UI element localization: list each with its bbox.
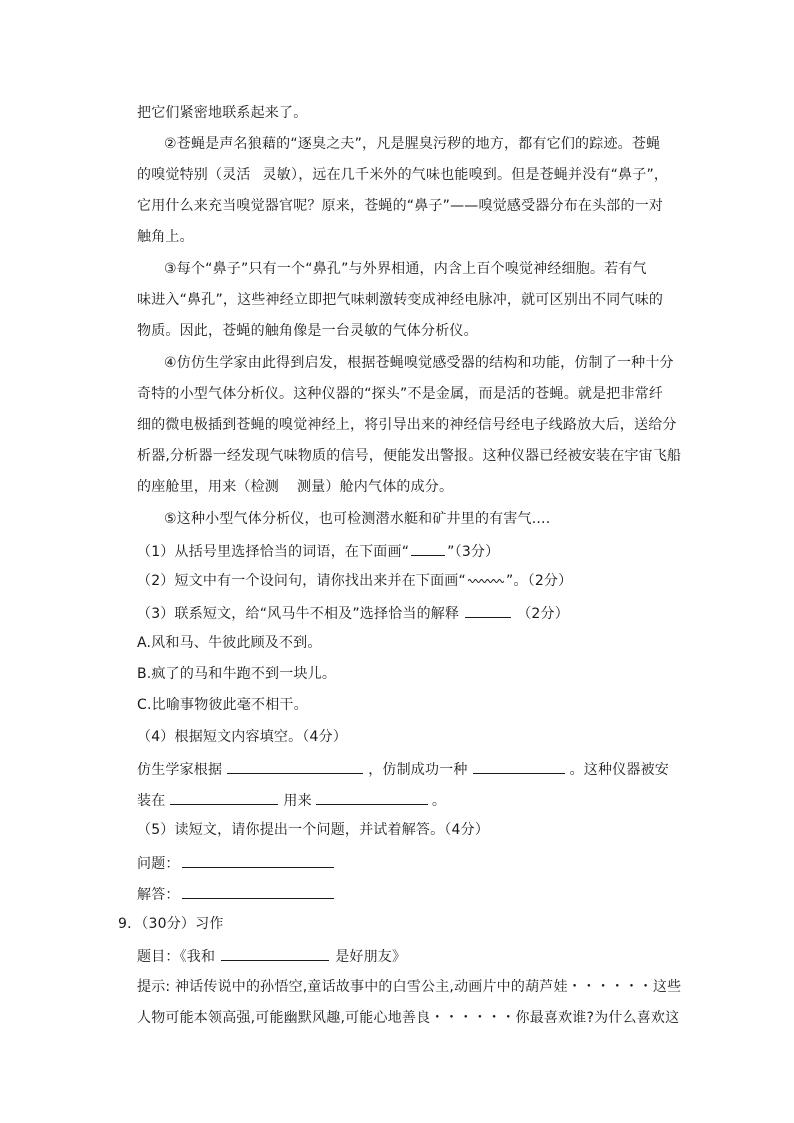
essay-hint-line-2: 人物可能本领高强,可能幽默风趣,可能心地善良・・・・・・你最喜欢谁?为什么喜欢这 — [137, 1010, 680, 1026]
essay-title-text-a: 题目：《我和 — [137, 949, 216, 965]
option-a: A.风和马、牛彼此顾及不到。 — [137, 635, 322, 651]
paragraph-5: ⑤这种小型气体分析仪，也可检测潜水艇和矿井里的有害气.... — [164, 511, 551, 527]
question-2 — [137, 572, 572, 590]
paragraph-4-line-4: 析器,分析器一经发现气味物质的信号，便能发出警报。这种仪器已经被安装在宇宙飞船 — [137, 448, 682, 464]
fill-2-text-b: 用来 — [283, 793, 312, 809]
question-3-text-b: （2分） — [517, 606, 569, 622]
answer-blank-answer[interactable] — [182, 884, 334, 899]
essay-title-text-b: 是好朋友》 — [335, 949, 407, 965]
fill-line-2 — [137, 790, 446, 810]
question-5: （5）读短文，请你提出一个问题，并试着解答。（4分） — [137, 822, 490, 838]
answer-line — [137, 884, 336, 904]
question-1-text-b: ”（3分） — [447, 544, 500, 560]
answer-blank-used-for[interactable] — [316, 790, 428, 805]
question-9-heading: 9．（30分）习作 — [118, 916, 224, 932]
option-b: B.疯了的马和牛跑不到一块儿。 — [137, 666, 337, 682]
paragraph-4-line-5-part-b: 测量）舱内气体的成分。 — [297, 479, 454, 495]
answer-label: 解答： — [137, 887, 180, 903]
answer-blank-friend[interactable] — [221, 946, 329, 961]
fill-1-text-b: ，仿制成功一种 — [368, 762, 468, 778]
answer-blank-basis[interactable] — [227, 759, 363, 774]
paragraph-3-line-3: 物质。因此，苍蝇的触角像是一台灵敏的气体分析仪。 — [137, 323, 478, 339]
wavy-line-sample — [468, 577, 504, 585]
paragraph-2-line-1: ②苍蝇是声名狼藉的“逐臭之夫”，凡是腥臭污秽的地方，都有它们的踪迹。苍蝇 — [164, 136, 661, 152]
essay-title — [137, 946, 406, 966]
paragraph-3-line-2: 味进入“鼻孔”，这些神经立即把气味刺激转变成神经电脉冲，就可区别出不同气味的 — [137, 292, 664, 308]
underline-sample — [411, 541, 445, 556]
question-1 — [137, 541, 499, 561]
question-3-text-a: （3）联系短文，给“风马牛不相及”选择恰当的解释 — [137, 606, 460, 622]
paragraph-4-line-3: 细的微电极插到苍蝇的嗅觉神经上，将引导出来的神经信号经电子线路放大后，送给分 — [137, 417, 677, 433]
paragraph-2-line-3: 它用什么来充当嗅觉器官呢？原来，苍蝇的“鼻子”——嗅觉感受器分布在头部的一对 — [137, 198, 664, 214]
paragraph-4-line-5-part-a: 的座舱里，用来（检测 — [137, 479, 279, 495]
question-2-text-a: （2）短文中有一个设问句，请你找出来并在下面画“ — [137, 573, 466, 589]
answer-blank-instrument[interactable] — [473, 759, 565, 774]
question-3 — [137, 603, 569, 623]
question-label: 问题： — [137, 856, 180, 872]
paragraph-4-line-5 — [137, 478, 453, 496]
answer-blank-installed-in[interactable] — [170, 790, 278, 805]
paragraph-1-end: 把它们紧密地联系起来了。 — [137, 105, 308, 121]
answer-blank-q3[interactable] — [465, 603, 511, 618]
answer-blank-question[interactable] — [182, 853, 334, 868]
paragraph-2-line-2 — [137, 166, 668, 184]
option-c: C.比喻事物彼此毫不相干。 — [137, 697, 308, 713]
question-1-text-a: （1）从括号里选择恰当的词语，在下面画“ — [137, 544, 410, 560]
question-2-text-b: ”。（2分） — [505, 573, 573, 589]
fill-2-text-a: 装在 — [137, 793, 166, 809]
paragraph-3-line-1: ③每个“鼻子”只有一个“鼻孔”与外界相通，内含上百个嗅觉神经细胞。若有气 — [164, 261, 647, 277]
fill-line-1 — [137, 759, 669, 779]
question-line — [137, 853, 336, 873]
paragraph-2-line-2-part-a: 的嗅觉特别（灵活 — [137, 167, 251, 183]
paragraph-4-line-2: 奇特的小型气体分析仪。这种仪器的“探头”不是金属，而是活的苍蝇。就是把非常纤 — [137, 386, 664, 402]
fill-1-text-a: 仿生学家根据 — [137, 762, 223, 778]
question-4: （4）根据短文内容填空。（4分） — [137, 729, 348, 745]
paragraph-2-line-2-part-b: 灵敏），远在几千米外的气味也能嗅到。但是苍蝇并没有“鼻子”， — [262, 167, 669, 183]
paragraph-2-line-4: 触角上。 — [137, 229, 194, 245]
paragraph-4-line-1: ④仿仿生学家由此得到启发，根据苍蝇嗅觉感受器的结构和功能，仿制了一种十分 — [164, 355, 674, 371]
essay-hint-line-1: 提示: 神话传说中的孙悟空,童话故事中的白雪公主,动画片中的葫芦娃・・・・・・这些 — [137, 979, 682, 995]
fill-1-text-c: 。这种仪器被安 — [569, 762, 670, 778]
fill-2-text-c: 。 — [431, 793, 447, 809]
